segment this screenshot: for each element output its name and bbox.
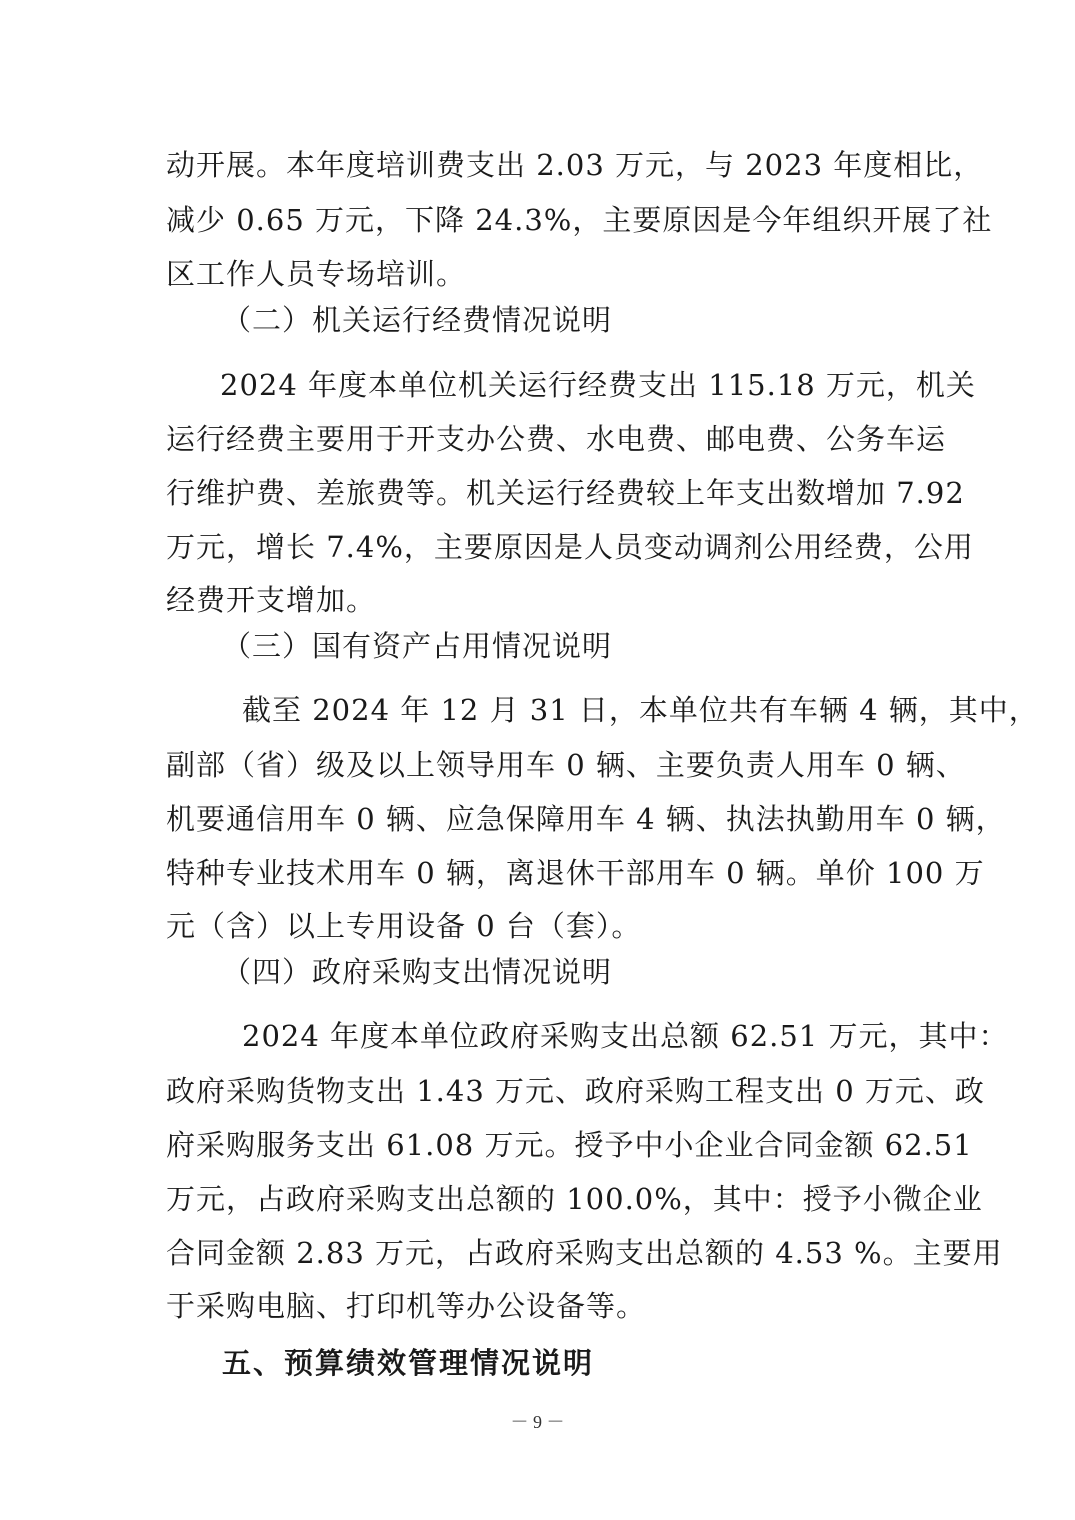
paragraph-line: 减少 0.65 万元，下降 24.3%，主要原因是今年组织开展了社 (166, 203, 993, 237)
paragraph-line: 动开展。本年度培训费支出 2.03 万元，与 2023 年度相比， (166, 148, 984, 182)
paragraph-line: 2024 年度本单位机关运行经费支出 115.18 万元，机关 (220, 368, 976, 402)
paragraph-line: 经费开支增加。 (166, 583, 377, 617)
paragraph-line: 2024 年度本单位政府采购支出总额 62.51 万元，其中： (242, 1019, 1009, 1053)
paragraph-line: 万元，增长 7.4%，主要原因是人员变动调剂公用经费，公用 (166, 530, 974, 564)
paragraph-line: 机要通信用车 0 辆、应急保障用车 4 辆、执法执勤用车 0 辆， (166, 802, 1006, 836)
section-title-performance: 五、预算绩效管理情况说明 (222, 1346, 595, 1380)
paragraph-line: 副部（省）级及以上领导用车 0 辆、主要负责人用车 0 辆、 (166, 748, 966, 782)
paragraph-line: 合同金额 2.83 万元，占政府采购支出总额的 4.53 %。主要用 (166, 1236, 1003, 1270)
paragraph-line: 特种专业技术用车 0 辆，离退休干部用车 0 辆。单价 100 万 (166, 856, 985, 890)
paragraph-line: 行维护费、差旅费等。机关运行经费较上年支出数增加 7.92 (166, 476, 965, 510)
section-heading-procurement: （四）政府采购支出情况说明 (222, 955, 613, 989)
paragraph-line: 区工作人员专场培训。 (166, 257, 467, 291)
paragraph-line: 府采购服务支出 61.08 万元。授予中小企业合同金额 62.51 (166, 1128, 973, 1162)
paragraph-line: 运行经费主要用于开支办公费、水电费、邮电费、公务车运 (166, 422, 947, 456)
paragraph-line: 截至 2024 年 12 月 31 日，本单位共有车辆 4 辆，其中， (242, 693, 1039, 727)
paragraph-line: 政府采购货物支出 1.43 万元、政府采购工程支出 0 万元、政 (166, 1074, 985, 1108)
section-heading-operations: （二）机关运行经费情况说明 (222, 303, 613, 337)
page-number: － 9 － (510, 1412, 565, 1432)
paragraph-line: 万元，占政府采购支出总额的 100.0%，其中：授予小微企业 (166, 1182, 983, 1216)
section-heading-assets: （三）国有资产占用情况说明 (222, 629, 613, 663)
paragraph-line: 元（含）以上专用设备 0 台（套）。 (166, 909, 642, 943)
paragraph-line: 于采购电脑、打印机等办公设备等。 (166, 1289, 647, 1323)
